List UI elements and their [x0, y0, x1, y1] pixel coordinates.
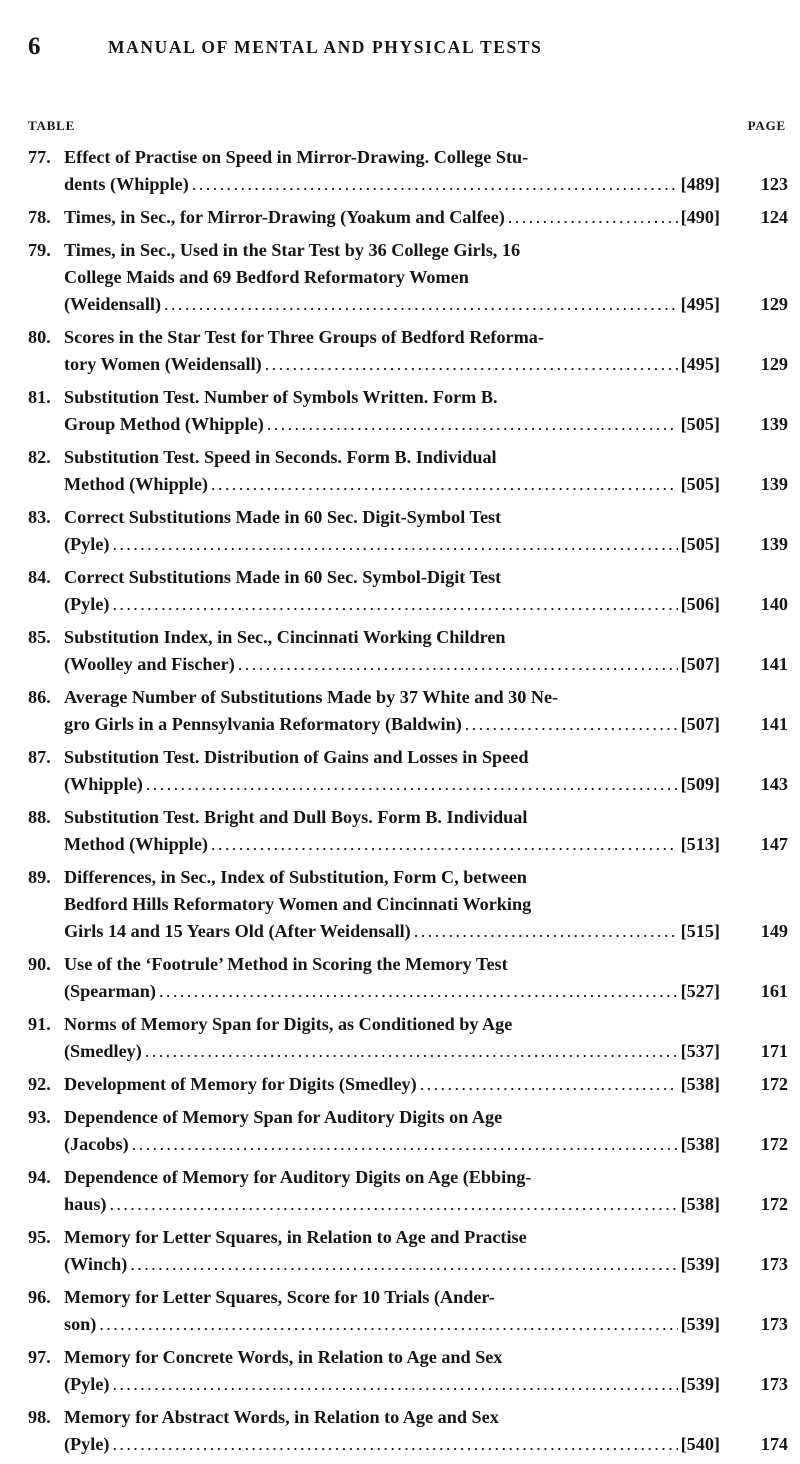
entry-title — [64, 951, 720, 1005]
entry-leader-line — [64, 591, 720, 618]
entry-title-last-line: (Pyle) — [64, 534, 110, 554]
entry-title-last-line: (Pyle) — [64, 1374, 110, 1394]
dot-leader — [146, 771, 678, 798]
entry-title-last-line: (Weidensall) — [64, 294, 162, 314]
entry-title-last-line: son) — [64, 1314, 97, 1334]
dot-leader — [109, 1191, 677, 1218]
entry-leader-line — [64, 711, 720, 738]
entry-leader-line — [64, 651, 720, 678]
entry-number: 81. — [28, 387, 51, 407]
entry-leader-line — [64, 771, 720, 798]
entry-title-last-line: (Winch) — [64, 1254, 128, 1274]
entry-title-line: Substitution Test. Distribution of Gains and Losses in Speed — [64, 747, 529, 767]
entry-title-line: Correct Substitutions Made in 60 Sec. Digit-Symbol Test — [64, 507, 502, 527]
page-reference: 147 — [760, 834, 788, 854]
section-reference: [539] — [680, 1374, 720, 1394]
entry-title — [64, 237, 720, 318]
page-reference: 173 — [760, 1374, 788, 1394]
running-title: MANUAL OF MENTAL AND PHYSICAL TESTS — [108, 37, 543, 57]
list-item — [28, 864, 788, 945]
entry-title-line: Substitution Test. Speed in Seconds. Form B. Individual — [64, 447, 497, 467]
page-reference: 139 — [760, 534, 788, 554]
entry-title-line: Memory for Abstract Words, in Relation to Age and Sex — [64, 1407, 499, 1427]
entry-number: 87. — [28, 747, 51, 767]
dot-leader — [508, 204, 678, 231]
entry-title — [64, 504, 720, 558]
entry-number: 86. — [28, 687, 51, 707]
entry-number: 77. — [28, 147, 51, 167]
dot-leader — [211, 471, 678, 498]
list-item — [28, 204, 788, 231]
entry-title-line: Effect of Practise on Speed in Mirror-Drawing. College Stu- — [64, 147, 529, 167]
section-reference: [489] — [680, 174, 720, 194]
page-reference: 172 — [760, 1074, 788, 1094]
section-reference: [495] — [680, 294, 720, 314]
page-reference: 173 — [760, 1314, 788, 1334]
section-reference: [495] — [680, 354, 720, 374]
section-reference: [527] — [680, 981, 720, 1001]
entry-leader-line — [64, 411, 720, 438]
dot-leader — [265, 351, 678, 378]
entry-title-last-line: tory Women (Weidensall) — [64, 354, 262, 374]
page-reference: 141 — [760, 654, 788, 674]
entry-title — [64, 324, 720, 378]
section-reference: [539] — [680, 1314, 720, 1334]
entry-title-line: Differences, in Sec., Index of Substitution, Form C, between — [64, 867, 527, 887]
list-item — [28, 951, 788, 1005]
list-item — [28, 564, 788, 618]
entry-title — [64, 624, 720, 678]
dot-leader — [192, 171, 678, 198]
list-item — [28, 1164, 788, 1218]
dot-leader — [99, 1311, 677, 1338]
entry-title-last-line: Group Method (Whipple) — [64, 414, 264, 434]
entry-number: 93. — [28, 1107, 51, 1127]
list-item — [28, 624, 788, 678]
section-reference: [539] — [680, 1254, 720, 1274]
page-reference: 140 — [760, 594, 788, 614]
entry-leader-line — [64, 531, 720, 558]
section-reference: [538] — [680, 1134, 720, 1154]
list-item — [28, 684, 788, 738]
list-item — [28, 1284, 788, 1338]
entry-leader-line — [64, 204, 720, 231]
page-reference: 139 — [760, 474, 788, 494]
entry-number: 96. — [28, 1287, 51, 1307]
section-reference: [506] — [680, 594, 720, 614]
section-reference: [509] — [680, 774, 720, 794]
page-reference: 129 — [760, 294, 788, 314]
entry-title — [64, 1344, 720, 1398]
entry-title-last-line: Girls 14 and 15 Years Old (After Weidensall) — [64, 921, 411, 941]
entry-leader-line — [64, 1038, 720, 1065]
entry-title — [64, 684, 720, 738]
entry-title-line: Memory for Concrete Words, in Relation to Age and Sex — [64, 1347, 503, 1367]
dot-leader — [238, 651, 678, 678]
section-reference: [507] — [680, 714, 720, 734]
section-reference: [515] — [680, 921, 720, 941]
page-reference: 161 — [760, 981, 788, 1001]
entry-number: 91. — [28, 1014, 51, 1034]
entry-leader-line — [64, 918, 720, 945]
entry-title — [64, 1404, 720, 1458]
entry-title-line: Use of the ‘Footrule’ Method in Scoring the Memory Test — [64, 954, 508, 974]
entry-number: 92. — [28, 1074, 51, 1094]
entry-title-line: Times, in Sec., Used in the Star Test by 36 College Girls, 16 — [64, 240, 521, 260]
entry-title-last-line: Method (Whipple) — [64, 474, 208, 494]
dot-leader — [130, 1251, 677, 1278]
dot-leader — [267, 411, 678, 438]
list-item — [28, 504, 788, 558]
entry-number: 88. — [28, 807, 51, 827]
section-reference: [513] — [680, 834, 720, 854]
entry-number: 83. — [28, 507, 51, 527]
entry-title-line: Memory for Letter Squares, Score for 10 Trials (Ander- — [64, 1287, 495, 1307]
list-item — [28, 1104, 788, 1158]
entry-title-last-line: haus) — [64, 1194, 107, 1214]
dot-leader — [112, 531, 677, 558]
entry-title — [64, 1071, 720, 1098]
entry-leader-line — [64, 291, 720, 318]
entry-title-last-line: (Pyle) — [64, 594, 110, 614]
entry-number: 80. — [28, 327, 51, 347]
list-item — [28, 444, 788, 498]
entry-number: 89. — [28, 867, 51, 887]
entry-title — [64, 1104, 720, 1158]
entry-number: 90. — [28, 954, 51, 974]
section-reference: [505] — [680, 414, 720, 434]
entry-title-line: Correct Substitutions Made in 60 Sec. Symbol-Digit Test — [64, 567, 502, 587]
entry-title-line: Average Number of Substitutions Made by 37 White and 30 Ne- — [64, 687, 559, 707]
entry-title-line: Substitution Test. Number of Symbols Written. Form B. — [64, 387, 498, 407]
entry-title — [64, 1224, 720, 1278]
section-reference: [538] — [680, 1074, 720, 1094]
column-labels — [28, 118, 786, 138]
dot-leader — [465, 711, 678, 738]
entry-number: 97. — [28, 1347, 51, 1367]
entry-number: 79. — [28, 240, 51, 260]
page-reference: 172 — [760, 1134, 788, 1154]
dot-leader — [414, 918, 678, 945]
entry-number: 98. — [28, 1407, 51, 1427]
entry-title-last-line: Development of Memory for Digits (Smedley) — [64, 1074, 417, 1094]
entry-title-last-line: (Jacobs) — [64, 1134, 129, 1154]
section-reference: [538] — [680, 1194, 720, 1214]
dot-leader — [132, 1131, 678, 1158]
page-reference: 173 — [760, 1254, 788, 1274]
entry-title — [64, 204, 720, 231]
page-reference: 129 — [760, 354, 788, 374]
entry-leader-line — [64, 171, 720, 198]
entry-title — [64, 1284, 720, 1338]
page-reference: 171 — [760, 1041, 788, 1061]
entry-leader-line — [64, 1131, 720, 1158]
page-reference: 141 — [760, 714, 788, 734]
entry-title — [64, 744, 720, 798]
entry-title-last-line: gro Girls in a Pennsylvania Reformatory (Baldwin) — [64, 714, 462, 734]
entry-leader-line — [64, 1311, 720, 1338]
entry-title — [64, 864, 720, 945]
entry-number: 82. — [28, 447, 51, 467]
entry-title-last-line: (Whipple) — [64, 774, 143, 794]
entry-leader-line — [64, 351, 720, 378]
dot-leader — [112, 1431, 677, 1458]
section-reference: [505] — [680, 474, 720, 494]
list-item — [28, 384, 788, 438]
entry-number: 85. — [28, 627, 51, 647]
running-head — [28, 33, 748, 63]
entry-title — [64, 1011, 720, 1065]
list-item — [28, 804, 788, 858]
entry-leader-line — [64, 1371, 720, 1398]
list-item — [28, 324, 788, 378]
entry-title-line: Dependence of Memory Span for Auditory Digits on Age — [64, 1107, 503, 1127]
entry-title-line: Bedford Hills Reformatory Women and Cincinnati Working — [64, 894, 532, 914]
entry-number: 94. — [28, 1167, 51, 1187]
entry-title-line: Substitution Index, in Sec., Cincinnati Working Children — [64, 627, 506, 647]
page-column-label: PAGE — [747, 118, 786, 133]
entry-title-last-line: (Smedley) — [64, 1041, 142, 1061]
entry-title — [64, 144, 720, 198]
dot-leader — [211, 831, 678, 858]
section-reference: [490] — [680, 207, 720, 227]
entry-title — [64, 804, 720, 858]
entry-title-last-line: dents (Whipple) — [64, 174, 189, 194]
entry-title — [64, 384, 720, 438]
list-item — [28, 744, 788, 798]
page-reference: 139 — [760, 414, 788, 434]
list-item — [28, 1224, 788, 1278]
entry-title — [64, 1164, 720, 1218]
list-item — [28, 237, 788, 318]
list-item — [28, 1344, 788, 1398]
entry-title-line: Norms of Memory Span for Digits, as Conditioned by Age — [64, 1014, 513, 1034]
entry-leader-line — [64, 1251, 720, 1278]
page-reference: 172 — [760, 1194, 788, 1214]
entry-leader-line — [64, 1191, 720, 1218]
list-item — [28, 144, 788, 198]
page-number: 6 — [28, 33, 41, 60]
entry-title — [64, 444, 720, 498]
entry-title-last-line: Method (Whipple) — [64, 834, 208, 854]
entry-title-last-line: (Woolley and Fischer) — [64, 654, 235, 674]
dot-leader — [145, 1038, 678, 1065]
entry-number: 95. — [28, 1227, 51, 1247]
entry-title-last-line: (Pyle) — [64, 1434, 110, 1454]
entry-leader-line — [64, 471, 720, 498]
page-reference: 174 — [760, 1434, 788, 1454]
dot-leader — [159, 978, 678, 1005]
dot-leader — [420, 1071, 678, 1098]
entry-title-line: Dependence of Memory for Auditory Digits on Age (Ebbing- — [64, 1167, 532, 1187]
section-reference: [507] — [680, 654, 720, 674]
page-reference: 143 — [760, 774, 788, 794]
section-reference: [537] — [680, 1041, 720, 1061]
entry-title-line: Scores in the Star Test for Three Groups of Bedford Reforma- — [64, 327, 544, 347]
entry-number: 78. — [28, 207, 51, 227]
entry-leader-line — [64, 831, 720, 858]
page-reference: 123 — [760, 174, 788, 194]
table-column-label: TABLE — [28, 118, 76, 133]
page-reference: 149 — [760, 921, 788, 941]
list-item — [28, 1404, 788, 1458]
list-item — [28, 1011, 788, 1065]
entry-title-last-line: Times, in Sec., for Mirror-Drawing (Yoakum and Calfee) — [64, 207, 505, 227]
table-list — [28, 144, 788, 1464]
entry-number: 84. — [28, 567, 51, 587]
entry-title — [64, 564, 720, 618]
section-reference: [505] — [680, 534, 720, 554]
entry-leader-line — [64, 1071, 720, 1098]
list-item — [28, 1071, 788, 1098]
dot-leader — [112, 1371, 677, 1398]
entry-title-line: Substitution Test. Bright and Dull Boys. Form B. Individual — [64, 807, 528, 827]
entry-title-line: College Maids and 69 Bedford Reformatory Women — [64, 267, 469, 287]
entry-leader-line — [64, 978, 720, 1005]
entry-leader-line — [64, 1431, 720, 1458]
dot-leader — [112, 591, 677, 618]
entry-title-last-line: (Spearman) — [64, 981, 156, 1001]
section-reference: [540] — [680, 1434, 720, 1454]
dot-leader — [164, 291, 678, 318]
page-reference: 124 — [760, 207, 788, 227]
entry-title-line: Memory for Letter Squares, in Relation to Age and Practise — [64, 1227, 527, 1247]
